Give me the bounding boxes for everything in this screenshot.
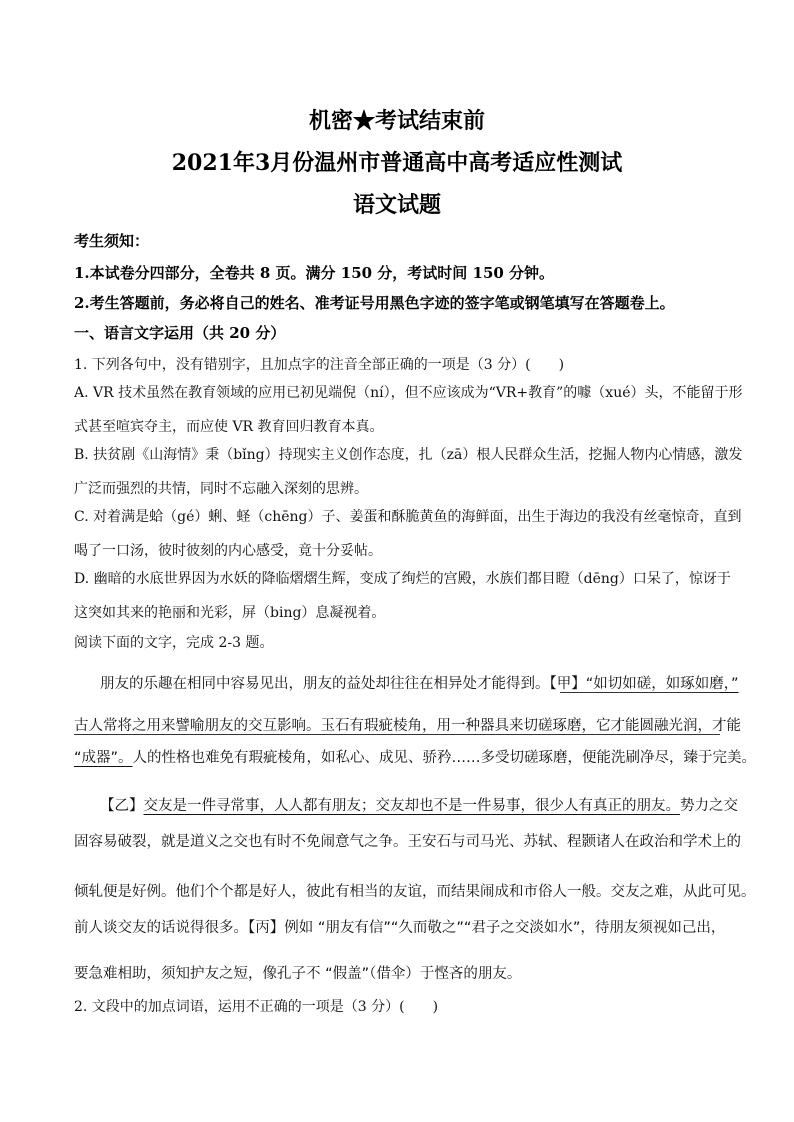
question-2-stem: 2. 文段中的加点词语，运用不正确的一项是（3 分）( )	[74, 999, 439, 1015]
question-1-option-d-line-1: D. 幽暗的水底世界因为水妖的降临熠熠生辉，变成了绚烂的宫殿，水族们都目瞪（dēng）口呆了，惊讶于	[74, 571, 731, 587]
passage-para-1-line-2: 古人常将之用来譬喻朋友的交互影响。玉石有瑕疵棱角，用一种器具来切磋琢磨，它才能圆融光润，才能	[74, 718, 741, 734]
underlined-quote: “如切如磋，如琢如磨，”	[585, 676, 739, 692]
passage-para-1-line-1: 朋友的乐趣在相同中容易见出，朋友的益处却往往在相异处才能得到。【甲】“如切如磋，如琢如磨，”	[100, 676, 739, 692]
passage-para-2-line-2: 固容易破裂，就是道义之交也有时不免闹意气之争。王安石与司马光、苏轼、程颢诸人在政治和学术上的	[74, 834, 741, 850]
notice-heading: 考生须知：	[74, 232, 150, 250]
subject-title: 语文试题	[352, 192, 441, 218]
question-1-option-b-line-1: B. 扶贫剧《山海情》秉（bǐng）持现实主义创作态度，扎（zā）根人民群众生活，挖掘人物内心情感，激发	[74, 447, 743, 463]
notice-item-1: 1.本试卷分四部分，全卷共 8 页。满分 150 分，考试时间 150 分钟。	[74, 264, 555, 282]
underline-rule	[74, 734, 720, 735]
underlined-sentence: 交友是一件寻常事，人人都有朋友；交友却也不是一件易事，很少人有真正的朋友。	[143, 798, 680, 814]
reading-instruction: 阅读下面的文字，完成 2-3 题。	[74, 635, 274, 651]
question-1-option-b-line-2: 广泛而强烈的共情，同时不忘融入深刻的思辨。	[74, 481, 368, 497]
notice-item-2: 2.考生答题前，务必将自己的姓名、准考证号用黑色字迹的签字笔或钢笔填写在答题卷上。	[74, 294, 675, 312]
passage-para-2-line-4: 前人谈交友的话说得很多。【丙】例如 “朋友有信”“久而敬之”“君子之交淡如水”，待朋友须视如己出，	[74, 920, 726, 936]
passage-para-2-line-3: 倾轧便是好例。他们个个都是好人，彼此有相当的友谊，而结果闹成和市俗人一般。交友之难，从此可见。	[74, 884, 756, 900]
question-1-option-a-line-1: A. VR 技术虽然在教育领域的应用已初见端倪（ní），但不应该成为“VR+教育”的噱（xué）头，不能留于形	[74, 385, 743, 401]
section-heading: 一、语言文字运用（共 20 分）	[74, 324, 286, 342]
confidential-label: 机密★考试结束前	[308, 108, 485, 134]
exam-title: 2021年3月份温州市普通高中高考适应性测试	[171, 150, 623, 176]
question-1-option-d-line-2: 这突如其来的艳丽和光彩，屏（bing）息凝视着。	[74, 605, 386, 621]
question-1-option-c-line-2: 喝了一口汤，彼时彼刻的内心感受，竟十分妥帖。	[74, 543, 382, 559]
passage-para-2-line-1: 【乙】交友是一件寻常事，人人都有朋友；交友却也不是一件易事，很少人有真正的朋友。势力之交	[100, 798, 738, 814]
passage-para-2-line-5: 要急难相助，须知护友之短，像孔子不 “假盖”（借伞）于悭吝的朋友。	[74, 966, 522, 982]
question-1-option-c-line-1: C. 对着满是蛤（gé）蜊、蛏（chēng）子、姜蛋和酥脆黄鱼的海鲜面，出生于海边的我没有丝毫惊奇，直到	[74, 509, 742, 525]
question-1-option-a-line-2: 式甚至喧宾夺主，而应使 VR 教育回归教育本真。	[74, 419, 384, 435]
underline-rule	[560, 692, 720, 693]
passage-para-1-line-3: “成器”。人的性格也难免有瑕疵棱角，如私心、成见、骄矜……多受切磋琢磨，便能洗刷净尽，臻于完美。	[74, 750, 757, 766]
question-1-stem: 1. 下列各句中，没有错别字，且加点字的注音全部正确的一项是（3 分）( )	[74, 357, 565, 373]
